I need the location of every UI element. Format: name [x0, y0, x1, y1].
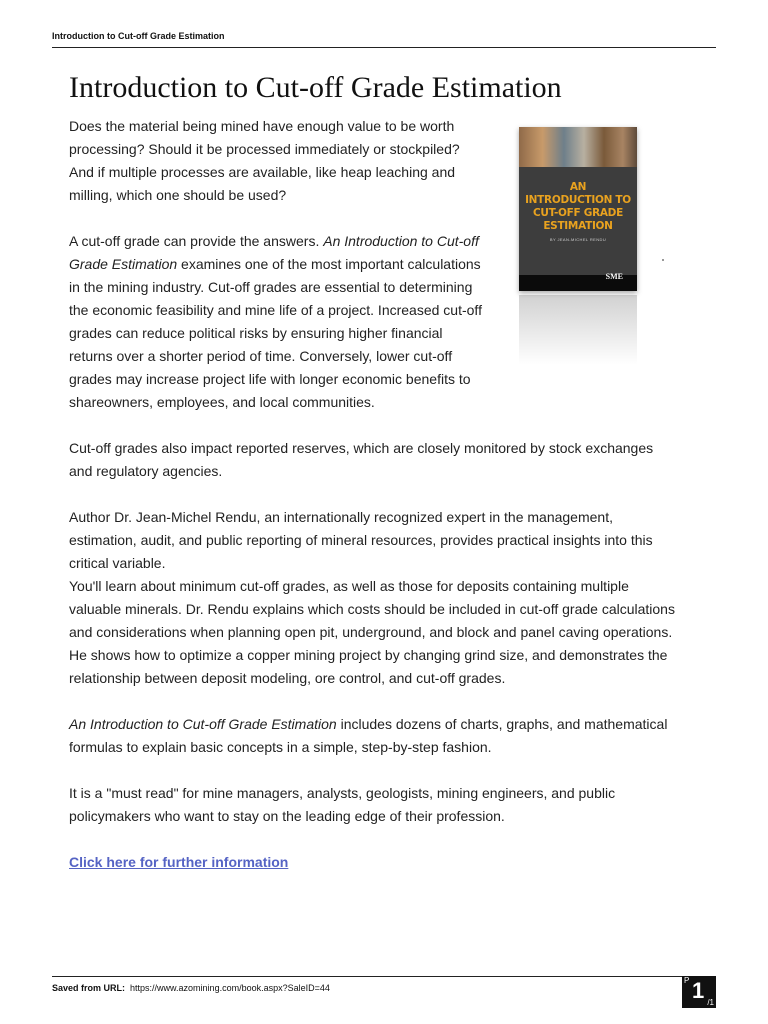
article-body	[69, 115, 679, 897]
book-cover-image	[519, 127, 637, 291]
paragraph-lead: A cut-off grade can provide the answers.	[69, 233, 324, 249]
paragraph-charts	[69, 713, 679, 759]
footer-source	[52, 983, 330, 993]
cover-author: BY JEAN-MICHEL RENDU	[549, 237, 607, 242]
cover-publisher-logo: SME	[605, 272, 623, 281]
paragraph-rest: examines one of the most important calculations in the mining industry. Cut-off grades are essential to determining the economic feasibility and mine life of a project. Increased cut-off grades can reduce political risks by ensuring higher financial returns over a shorter period of time. Conversely, lower cut-off grades may increase project life with longer economic benefits to shareowners, employees, and local communities.	[69, 256, 482, 410]
footer-divider	[52, 976, 716, 977]
book-title-italic: An Introduction to Cut-off Grade Estimation	[69, 716, 337, 732]
paragraph-reserves: Cut-off grades also impact reported reserves, which are closely monitored by stock exchanges and regulatory agencies.	[69, 440, 654, 479]
cover-title: AN INTRODUCTION TO CUT-OFF GRADE ESTIMATION	[525, 181, 631, 232]
page-letter: P	[684, 976, 690, 985]
further-information-link[interactable]: Click here for further information	[69, 854, 289, 870]
paragraph-rest: includes dozens of charts, graphs, and mathematical formulas to explain basic concepts in a simple, step-by-step fashion.	[69, 716, 668, 755]
footer-url[interactable]: https://www.azomining.com/book.aspx?SaleID=44	[130, 983, 330, 993]
decorative-dot	[662, 259, 664, 261]
paragraph-audience: It is a "must read" for mine managers, analysts, geologists, mining engineers, and public policymakers who want to stay on the leading edge of their profession.	[69, 785, 616, 824]
paragraph-author: Author Dr. Jean-Michel Rendu, an internationally recognized expert in the management, estimation, audit, and public reporting of mineral resources, provides practical insights into this critical variable.	[69, 509, 653, 571]
page-total: /1	[707, 998, 714, 1007]
page-title: Introduction to Cut-off Grade Estimation	[69, 71, 562, 104]
book-cover-figure	[499, 127, 669, 399]
cover-photo-band	[519, 127, 637, 167]
page-number-badge	[682, 976, 716, 1008]
paragraph-contents: You'll learn about minimum cut-off grades, as well as those for deposits containing multiple valuable minerals. Dr. Rendu explains which costs should be included in cut-off grade calculations and considerations when planning open pit, underground, and block and panel caving operations. He shows how to optimize a copper mining project by changing grind size, and demonstrates the relationship between deposit modeling, ore control, and cut-off grades.	[69, 578, 675, 686]
header-divider	[52, 47, 716, 48]
footer-url-label: Saved from URL:	[52, 983, 126, 993]
cover-reflection	[519, 295, 637, 365]
running-header-title: Introduction to Cut-off Grade Estimation	[52, 31, 225, 41]
page-number: 1	[692, 978, 705, 1003]
link-paragraph	[69, 851, 679, 874]
book-title-italic: An Introduction to Cut-off Grade Estimation	[69, 233, 479, 272]
paragraph-intro: Does the material being mined have enough value to be worth processing? Should it be processed immediately or stockpiled? And if multiple processes are available, like heap leaching and milling, which one should be used?	[69, 118, 460, 203]
